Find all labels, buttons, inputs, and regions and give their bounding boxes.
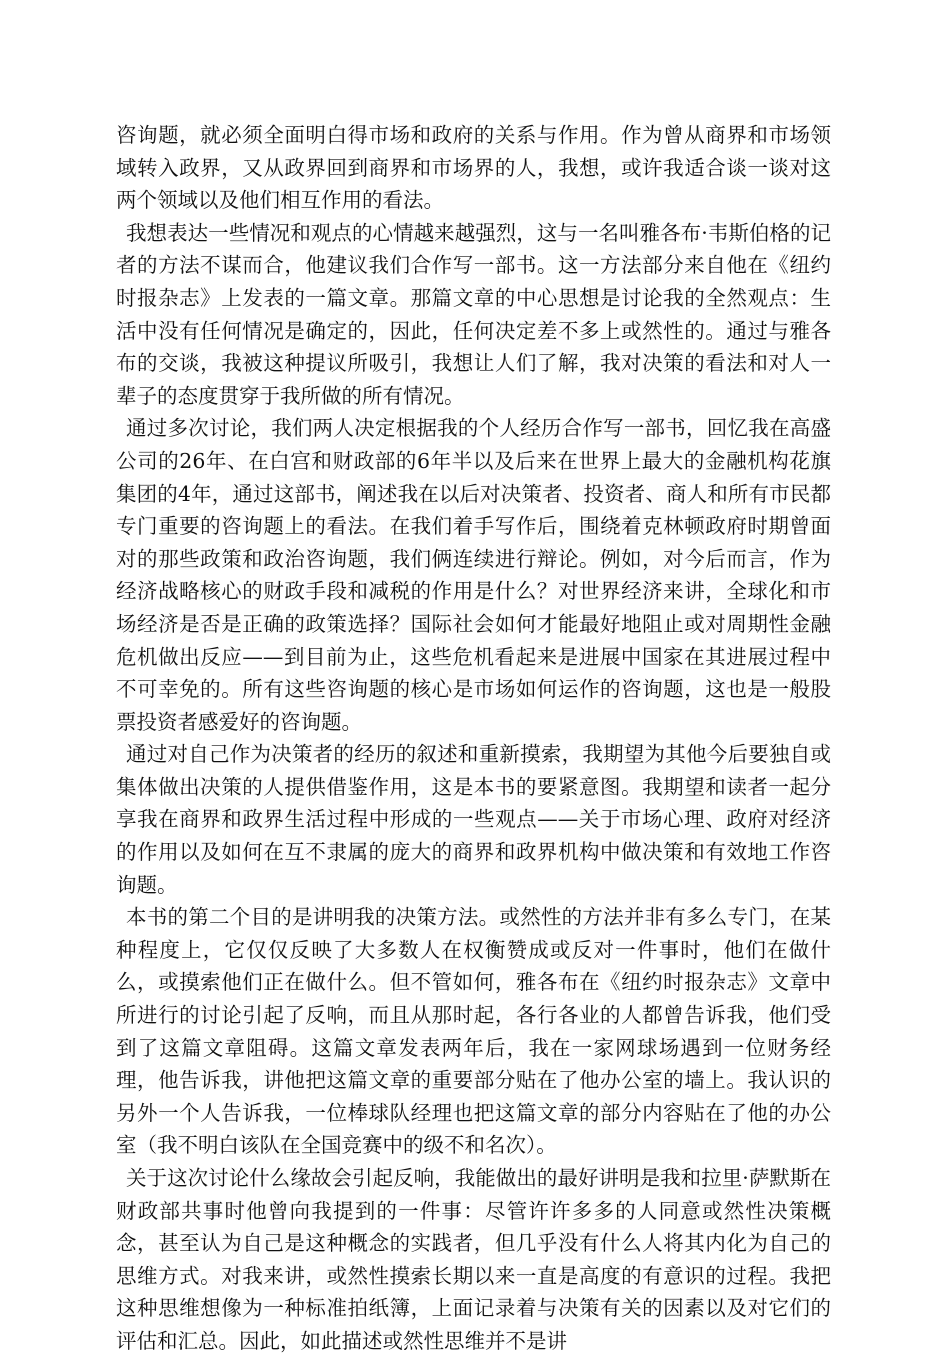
paragraph-2: 我想表达一些情况和观点的心情越来越强烈，这与一名叫雅各布·韦斯伯格的记者的方法不谋而合，他建议我们合作写一部书。这一方法部分来自他在《纽约时报杂志》上发表的一篇文章。那篇文章的中心思想是讨论我的全然观点：生活中没有任何情况是确定的，因此，任何决定差不多上或然性的。通过与雅各布的交谈，我被这种提议所吸引，我想让人们了解，我对决策的看法和对人一辈子的态度贯穿于我所做的所有情况。 [116,220,831,408]
paragraph-4: 通过对自己作为决策者的经历的叙述和重新摸索，我期望为其他今后要独自或集体做出决策的人提供借鉴作用，这是本书的要紧意图。我期望和读者一起分享我在商界和政界生活过程中形成的一些观点——关于市场心理、政府对经济的作用以及如何在互不隶属的庞大的商界和政界机构中做决策和有效地工作咨询题。 [116,742,831,897]
paragraph-3: 通过多次讨论，我们两人决定根据我的个人经历合作写一部书，回忆我在高盛公司的26年、在白宫和财政部的6年半以及后来在世界上最大的金融机构花旗集团的4年，通过这部书，阐述我在以后对决策者、投资者、商人和所有市民都专门重要的咨询题上的看法。在我们着手写作后，围绕着克林顿政府时期曾面对的那些政策和政治咨询题，我们俩连续进行辩论。例如，对今后而言，作为经济战略核心的财政手段和减税的作用是什么？对世界经济来讲，全球化和市场经济是否是正确的政策选择？国际社会如何才能最好地阻止或对周期性金融危机做出反应——到目前为止，这些危机看起来是进展中国家在其进展过程中不可幸免的。所有这些咨询题的核心是市场如何运作的咨询题，这也是一般股票投资者感爱好的咨询题。 [116,416,831,734]
document-body [116,119,831,1358]
paragraph-continuation: 咨询题，就必须全面明白得市场和政府的关系与作用。作为曾从商界和市场领域转入政界，又从政界回到商界和市场界的人，我想，或许我适合谈一谈对这两个领域以及他们相互作用的看法。 [116,123,831,213]
paragraph-5: 本书的第二个目的是讲明我的决策方法。或然性的方法并非有多么专门，在某种程度上，它仅仅反映了大多数人在权衡赞成或反对一件事时，他们在做什么，或摸索他们正在做什么。但不管如何，雅各布在《纽约时报杂志》文章中所进行的讨论引起了反响，而且从那时起，各行各业的人都曾告诉我，他们受到了这篇文章阻碍。这篇文章发表两年后，我在一家网球场遇到一位财务经理，他告诉我，讲他把这篇文章的重要部分贴在了他办公室的墙上。我认识的另外一个人告诉我，一位棒球队经理也把这篇文章的部分内容贴在了他的办公室（我不明白该队在全国竞赛中的级不和名次）。 [116,905,831,1158]
paragraph-6: 关于这次讨论什么缘故会引起反响，我能做出的最好讲明是我和拉里·萨默斯在财政部共事时他曾向我提到的一件事：尽管许许多多的人同意或然性决策概念，甚至认为自己是这种概念的实践者，但几乎没有什么人将其内化为自己的思维方式。对我来讲，或然性摸索长期以来一直是高度的有意识的过程。我把这种思维想像为一种标准拍纸簿，上面记录着与决策有关的因素以及对它们的评估和汇总。因此，如此描述或然性思维并不是讲 [116,1166,831,1353]
